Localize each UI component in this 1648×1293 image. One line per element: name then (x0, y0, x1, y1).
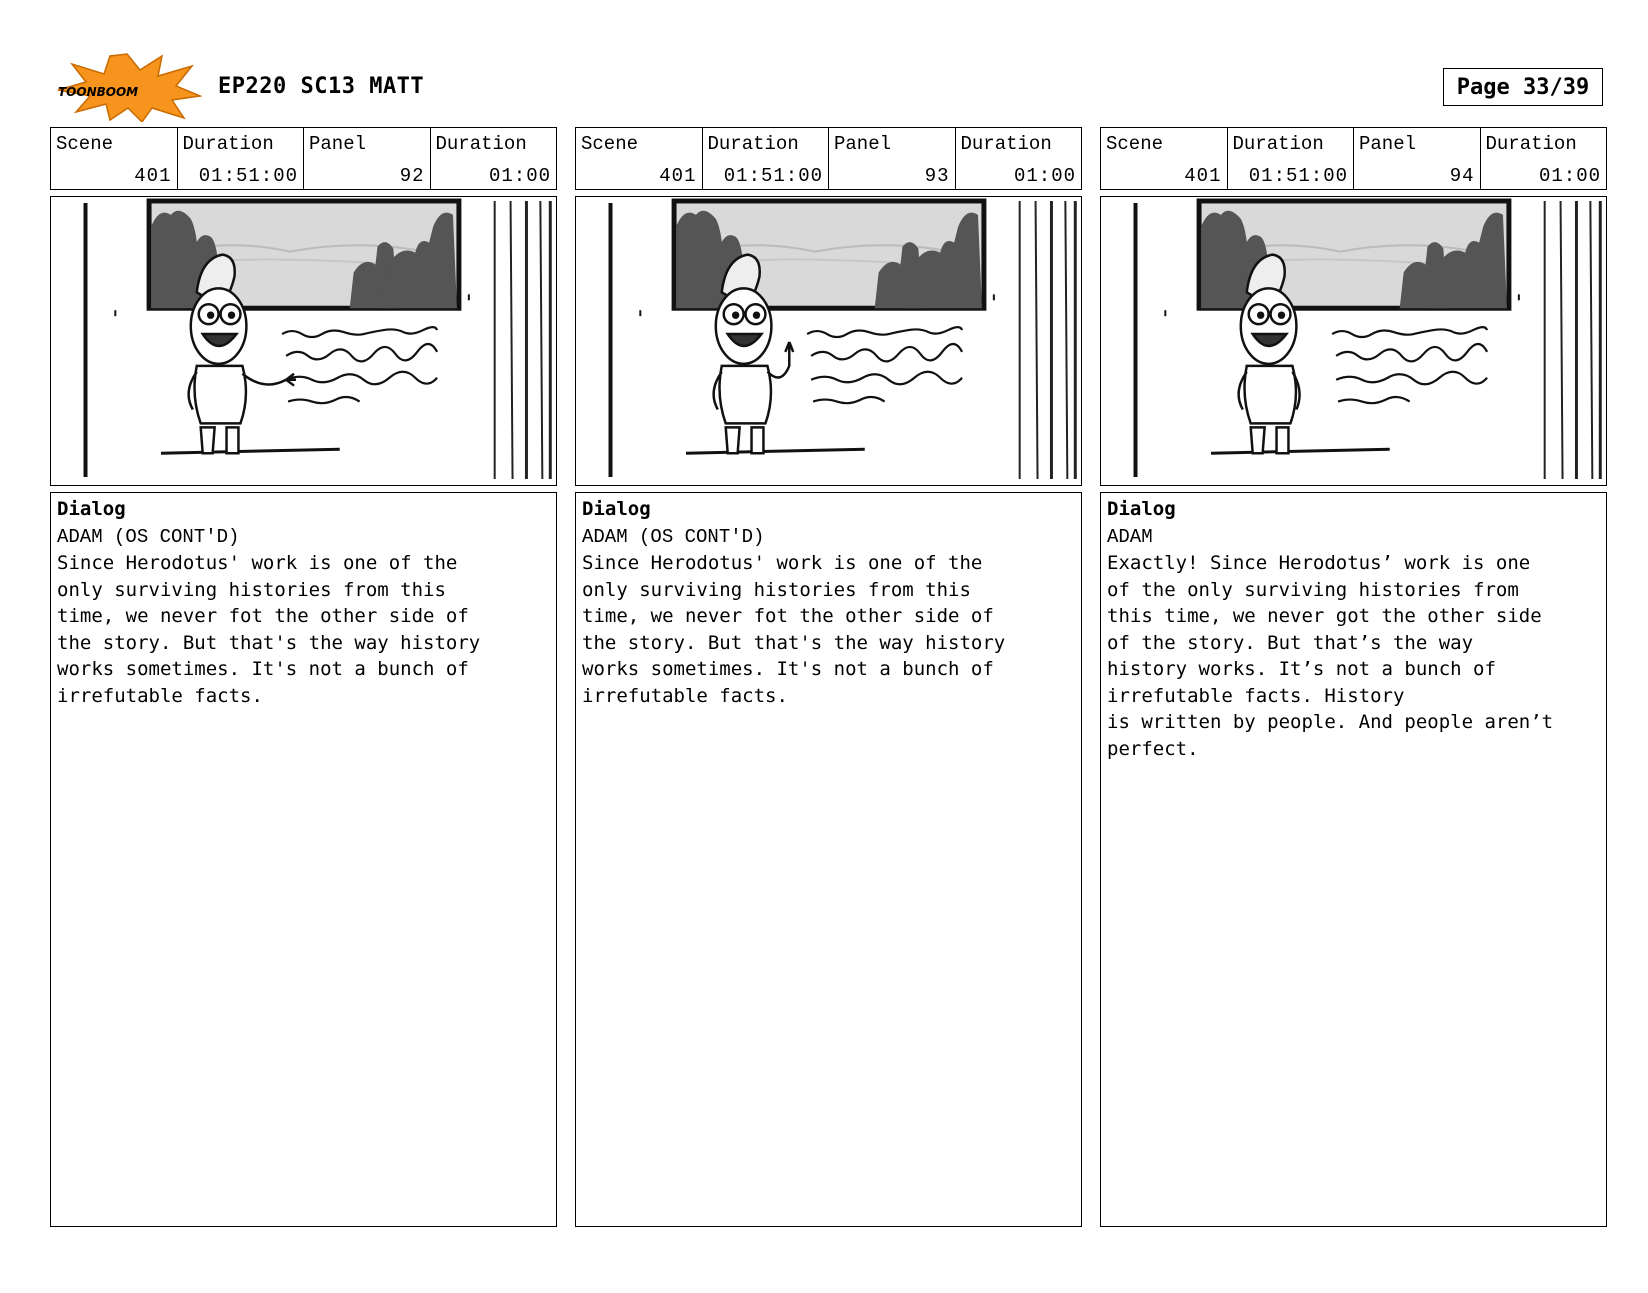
panel-column-2 (575, 127, 1082, 1227)
scene-duration-value: 01:51:00 (723, 165, 823, 187)
duration-label: Duration (435, 133, 527, 155)
scene-duration-value: 01:51:00 (1248, 165, 1348, 187)
scene-cell (1101, 128, 1228, 189)
floor-line (1211, 449, 1390, 453)
head (191, 288, 247, 363)
floor-line (161, 449, 340, 453)
dialog-box (575, 492, 1082, 1227)
panel-column-1 (50, 127, 557, 1227)
panel-info-bar (50, 127, 557, 190)
duration-label: Duration (1232, 133, 1324, 155)
right-leg (1277, 427, 1289, 453)
right-arm (242, 374, 296, 386)
panel-value: 93 (924, 165, 950, 187)
storyboard-frame (50, 196, 557, 486)
panel-value: 94 (1449, 165, 1475, 187)
panel-duration-cell (431, 128, 557, 189)
speaker-name: ADAM (OS CONT'D) (57, 526, 240, 548)
curtain-lines (1545, 201, 1601, 479)
storyboard-sketch (51, 197, 556, 485)
panel-cell (1354, 128, 1481, 189)
duration-label: Duration (960, 133, 1052, 155)
curtain-lines (495, 201, 551, 479)
panel-value: 92 (399, 165, 425, 187)
dialog-box (50, 492, 557, 1227)
scene-cell (51, 128, 178, 189)
panel-duration-value: 01:00 (1013, 165, 1076, 187)
scene-value: 401 (659, 165, 697, 187)
panel-duration-cell (956, 128, 1082, 189)
left-leg (726, 427, 740, 453)
panel-label: Panel (834, 133, 892, 155)
duration-label: Duration (1485, 133, 1577, 155)
scene-duration-cell (703, 128, 830, 189)
panel-duration-value: 01:00 (1538, 165, 1601, 187)
panel-cell (829, 128, 956, 189)
panel-info-bar (1100, 127, 1607, 190)
scene-label: Scene (56, 133, 114, 155)
scene-cell (576, 128, 703, 189)
body (1245, 366, 1296, 424)
panel-label: Panel (1359, 133, 1417, 155)
right-arm (767, 342, 793, 378)
scene-label: Scene (1106, 133, 1164, 155)
scene-duration-cell (178, 128, 305, 189)
speech-lines (1332, 327, 1487, 403)
storyboard-frame (1100, 196, 1607, 486)
speech-lines (282, 327, 437, 403)
scene-value: 401 (134, 165, 172, 187)
toonboom-logo (52, 52, 202, 122)
left-leg (201, 427, 215, 453)
panel-info-bar (575, 127, 1082, 190)
dialog-text: Since Herodotus' work is one of the only surviving histories from this time, we never fot the other side of the story. But that's the way history works sometimes. It's not a bunch of irrefutable facts. (57, 552, 481, 707)
curtain-lines (1020, 201, 1076, 479)
speaker-name: ADAM (OS CONT'D) (582, 526, 765, 548)
head (1241, 288, 1297, 363)
logo-text: TOONBOOM (58, 85, 139, 99)
dialog-heading: Dialog (1107, 498, 1176, 520)
dialog-text: Since Herodotus' work is one of the only surviving histories from this time, we never fot the other side of the story. But that's the way history works sometimes. It's not a bunch of irrefutable facts. (582, 552, 1006, 707)
scene-value: 401 (1184, 165, 1222, 187)
speaker-name: ADAM (1107, 526, 1153, 548)
body (720, 366, 771, 424)
floor-line (686, 449, 865, 453)
page-number: Page 33/39 (1443, 68, 1603, 106)
dialog-heading: Dialog (57, 498, 126, 520)
scene-label: Scene (581, 133, 639, 155)
storyboard-frame (575, 196, 1082, 486)
storyboard-sketch (1101, 197, 1606, 485)
dialog-text: Exactly! Since Herodotus’ work is one of the only surviving histories from this time, we never got the other side of the story. But that’s the way history works. It’s not a bunch of irrefutable facts. History is written by people. And people aren’t perfect. (1107, 552, 1554, 760)
storyboard-sketch (576, 197, 1081, 485)
head (716, 288, 772, 363)
panel-column-3 (1100, 127, 1607, 1227)
panel-label: Panel (309, 133, 367, 155)
panel-duration-value: 01:00 (488, 165, 551, 187)
body (195, 366, 246, 424)
dialog-box (1100, 492, 1607, 1227)
panel-cell (304, 128, 431, 189)
left-leg (1251, 427, 1265, 453)
storyboard-title: EP220 SC13 MATT (218, 74, 425, 99)
right-leg (752, 427, 764, 453)
duration-label: Duration (707, 133, 799, 155)
scene-duration-cell (1228, 128, 1355, 189)
scene-duration-value: 01:51:00 (198, 165, 298, 187)
panel-duration-cell (1481, 128, 1607, 189)
duration-label: Duration (182, 133, 274, 155)
dialog-heading: Dialog (582, 498, 651, 520)
right-leg (227, 427, 239, 453)
speech-lines (807, 327, 962, 403)
